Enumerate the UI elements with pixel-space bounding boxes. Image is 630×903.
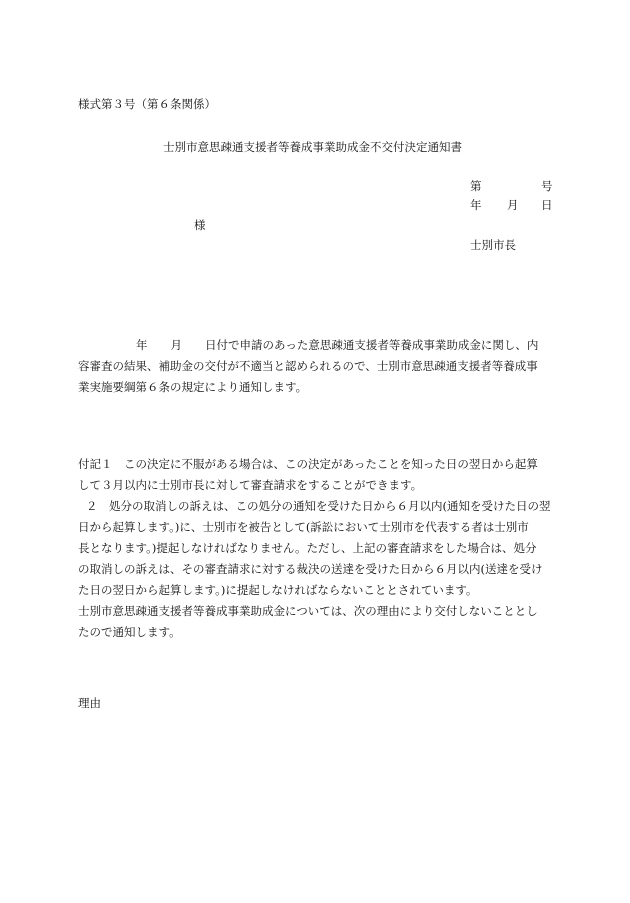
note-line: ２ 処分の取消しの訴えは、この処分の通知を受けた日から６月以内(通知を受けた日の翌 (86, 499, 551, 513)
sender-name: 士別市長 (470, 238, 516, 252)
notes-section (78, 454, 552, 643)
document-title: 士別市意思疎通支援者等養成事業助成金不交付決定通知書 (163, 140, 462, 154)
main-line: 容審査の結果、補助金の交付が不適当と認められるので、士別市意思疎通支援者等養成事 (78, 359, 538, 373)
main-line: 業実施要綱第６条の規定により通知します。 (78, 380, 308, 394)
note-line: 士別市意思疎通支援者等養成事業助成金については、次の理由により交付しないこととし (78, 604, 538, 618)
main-line: 年 月 日付で申請のあった意思疎通支援者等養成事業助成金に関し、内 (136, 338, 539, 352)
main-paragraph (78, 335, 552, 398)
note-line: 長となります。)提起しなければなりません。ただし、上記の審査請求をした場合は、処分 (78, 541, 537, 555)
note-line: た日の翌日から起算します。)に提起しなければならないこととされています。 (78, 583, 478, 597)
date-year: 年 (470, 198, 482, 212)
note-line: たので通知します。 (78, 625, 181, 639)
form-number: 様式第３号（第６条関係） (78, 97, 216, 111)
addressee-honorific: 様 (194, 218, 206, 232)
date-month: 月 (507, 198, 519, 212)
date-day: 日 (541, 198, 553, 212)
note-line: 付記１ この決定に不服がある場合は、この決定があったことを知った日の翌日から起算 (78, 457, 538, 471)
reason-label: 理由 (78, 696, 101, 710)
note-line: 日から起算します。)に、士別市を被告として(訴訟において士別市を代表する者は士別市 (78, 520, 529, 534)
document-number-suffix: 号 (541, 179, 553, 193)
note-line: して３月以内に士別市長に対して審査請求をすることができます。 (78, 478, 423, 492)
note-line: の取消しの訴えは、その審査請求に対する裁決の送達を受けた日から６月以内(送達を受け (78, 562, 543, 576)
document-number-prefix: 第 (470, 179, 482, 193)
